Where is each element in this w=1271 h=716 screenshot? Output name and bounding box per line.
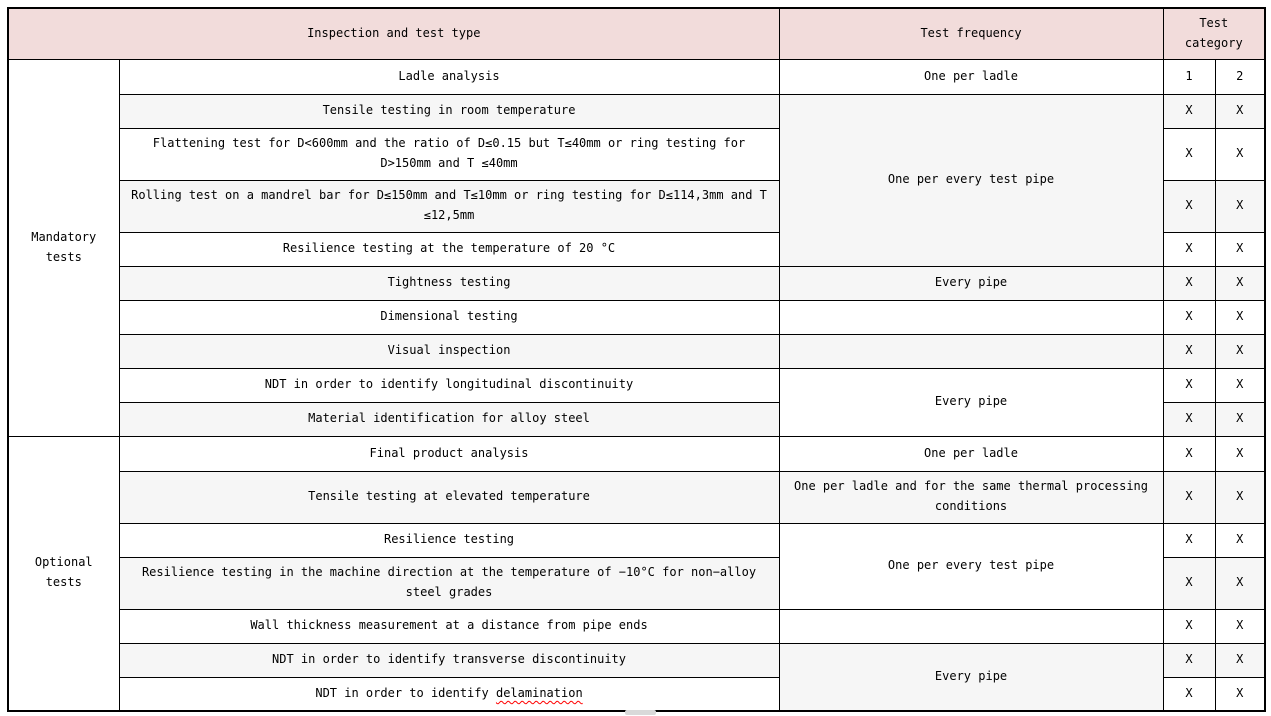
test-type-cell <box>119 677 779 711</box>
misspelled-word: delamination <box>495 685 583 700</box>
frequency-cell: One per ladle and for the same thermal processing conditions <box>779 471 1163 523</box>
table-row <box>8 266 1265 300</box>
category-1-cell: X <box>1163 368 1215 402</box>
category-2-cell: X <box>1215 128 1265 180</box>
header-row <box>8 8 1265 59</box>
category-2-cell: X <box>1215 266 1265 300</box>
table-row <box>8 471 1265 523</box>
category-2-cell: X <box>1215 402 1265 436</box>
category-1-cell: X <box>1163 232 1215 266</box>
frequency-cell: One per every test pipe <box>779 523 1163 609</box>
test-type-cell: Material identification for alloy steel <box>119 402 779 436</box>
header-test-frequency: Test frequency <box>779 8 1163 59</box>
category-1-cell: X <box>1163 334 1215 368</box>
category-2-cell: X <box>1215 471 1265 523</box>
frequency-cell <box>779 609 1163 643</box>
test-type-cell: NDT in order to identify transverse discontinuity <box>119 643 779 677</box>
table-row <box>8 300 1265 334</box>
category-2-cell: X <box>1215 523 1265 557</box>
table-row <box>8 59 1265 94</box>
category-2-cell: X <box>1215 677 1265 711</box>
category-2-cell: X <box>1215 334 1265 368</box>
horizontal-scrollbar-thumb[interactable] <box>625 710 656 715</box>
test-type-cell: Visual inspection <box>119 334 779 368</box>
category-2-cell: X <box>1215 300 1265 334</box>
test-type-cell: NDT in order to identify longitudinal discontinuity <box>119 368 779 402</box>
table-row <box>8 523 1265 557</box>
test-type-cell: Wall thickness measurement at a distance from pipe ends <box>119 609 779 643</box>
category-1-cell: X <box>1163 266 1215 300</box>
category-1-cell: X <box>1163 471 1215 523</box>
category-1-cell: X <box>1163 557 1215 609</box>
test-type-cell: Resilience testing <box>119 523 779 557</box>
table-row <box>8 643 1265 677</box>
test-type-cell: Tensile testing in room temperature <box>119 94 779 128</box>
test-type-cell: Flattening test for D<600mm and the ratio of D≤0.15 but T≤40mm or ring testing for D>150mm and T ≤40mm <box>119 128 779 180</box>
category-2-cell: X <box>1215 368 1265 402</box>
test-type-cell: Ladle analysis <box>119 59 779 94</box>
test-type-cell: Dimensional testing <box>119 300 779 334</box>
category-1-cell: X <box>1163 677 1215 711</box>
category-2-cell: X <box>1215 609 1265 643</box>
category-1-cell: X <box>1163 300 1215 334</box>
category-1-cell: X <box>1163 94 1215 128</box>
category-1-cell: X <box>1163 436 1215 471</box>
frequency-cell <box>779 300 1163 334</box>
test-type-cell: Rolling test on a mandrel bar for D≤150mm and T≤10mm or ring testing for D≤114,3mm and T ≤12,5mm <box>119 180 779 232</box>
category-1-cell: X <box>1163 523 1215 557</box>
frequency-cell: One per every test pipe <box>779 94 1163 266</box>
frequency-cell: One per ladle <box>779 59 1163 94</box>
category-1-cell: X <box>1163 402 1215 436</box>
category-2-cell: X <box>1215 436 1265 471</box>
inspection-tests-table <box>7 7 1266 712</box>
category-2-cell: 2 <box>1215 59 1265 94</box>
group-optional-tests: Optional tests <box>8 436 119 711</box>
frequency-cell: Every pipe <box>779 643 1163 711</box>
table-row <box>8 368 1265 402</box>
category-1-cell: X <box>1163 643 1215 677</box>
table-row <box>8 609 1265 643</box>
test-type-text: NDT in order to identify <box>315 685 496 700</box>
frequency-cell <box>779 334 1163 368</box>
test-type-cell: Resilience testing in the machine direction at the temperature of −10°C for non−alloy steel grades <box>119 557 779 609</box>
category-1-cell: X <box>1163 180 1215 232</box>
category-2-cell: X <box>1215 232 1265 266</box>
category-1-cell: X <box>1163 609 1215 643</box>
table-row <box>8 334 1265 368</box>
table-row <box>8 94 1265 128</box>
test-type-cell: Tensile testing at elevated temperature <box>119 471 779 523</box>
category-1-cell: X <box>1163 128 1215 180</box>
table-row <box>8 436 1265 471</box>
frequency-cell: Every pipe <box>779 368 1163 436</box>
frequency-cell: One per ladle <box>779 436 1163 471</box>
category-2-cell: X <box>1215 180 1265 232</box>
header-inspection-and-test-type: Inspection and test type <box>8 8 779 59</box>
category-2-cell: X <box>1215 557 1265 609</box>
test-type-cell: Final product analysis <box>119 436 779 471</box>
header-test-category: Test category <box>1163 8 1265 59</box>
test-type-cell: Tightness testing <box>119 266 779 300</box>
category-2-cell: X <box>1215 94 1265 128</box>
category-2-cell: X <box>1215 643 1265 677</box>
frequency-cell: Every pipe <box>779 266 1163 300</box>
category-1-cell: 1 <box>1163 59 1215 94</box>
test-type-cell: Resilience testing at the temperature of 20 °C <box>119 232 779 266</box>
group-mandatory-tests: Mandatory tests <box>8 59 119 436</box>
